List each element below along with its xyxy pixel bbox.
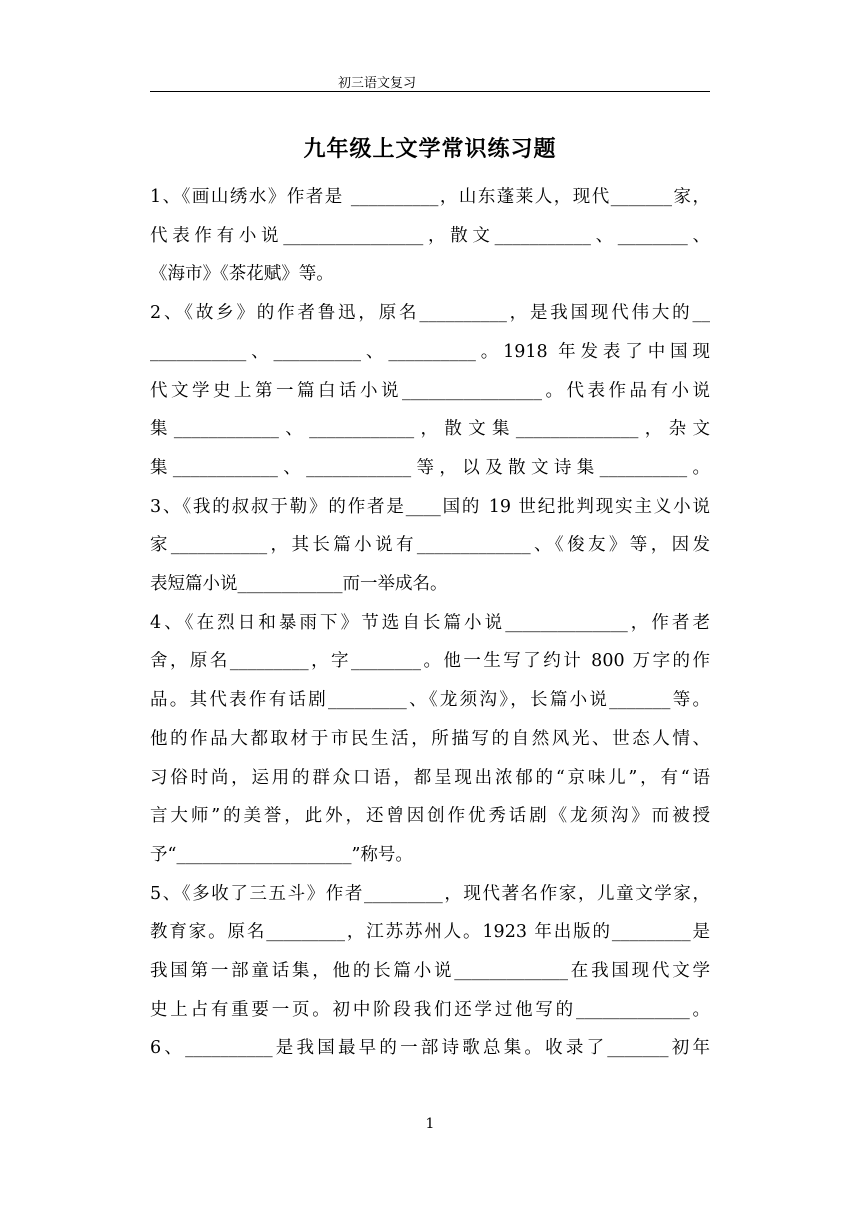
header-divider xyxy=(150,91,710,92)
body-line: 3、《我的叔叔于勒》的作者是____国的 19 世纪批判现实主义小说 xyxy=(150,496,710,517)
body-line: 习俗时尚，运用的群众口语，都呈现出浓郁的“京味儿”，有“语 xyxy=(150,767,710,788)
body-line: 1、《画山绣水》作者是 __________，山东蓬莱人，现代_______家， xyxy=(150,187,710,207)
body-line: 史上占有重要一页。初中阶段我们还学过他写的_____________。 xyxy=(150,999,710,1020)
body-line: 舍，原名_________，字________。他一生写了约计 800 万字的作 xyxy=(150,651,710,672)
body-line: 我国第一部童话集，他的长篇小说_____________在我国现代文学 xyxy=(150,961,710,981)
body-line: 6、__________是我国最早的一部诗歌总集。收录了_______初年 xyxy=(150,1038,710,1059)
body-line: ___________、__________、__________。1918 年发表了中国现 xyxy=(150,341,710,362)
body-line: 代表作有小说________________，散文___________、________、 xyxy=(150,225,710,246)
document-title: 九年级上文学常识练习题 xyxy=(303,137,557,162)
body-line: 集____________、____________，散文集______________，杂文 xyxy=(150,419,710,440)
body-line: 家___________，其长篇小说有_____________、《俊友》等，因发 xyxy=(150,535,710,556)
body-line: 4、《在烈日和暴雨下》节选自长篇小说______________，作者老 xyxy=(150,612,710,633)
body-line: 代文学史上第一篇白话小说________________。代表作品有小说 xyxy=(150,380,710,401)
body-line: 5、《多收了三五斗》作者_________，现代著名作家，儿童文学家， xyxy=(150,883,710,904)
running-header: 初三语文复习 xyxy=(338,76,417,91)
body-line: 教育家。原名_________，江苏苏州人。1923 年出版的_________是 xyxy=(150,922,710,943)
body-line: 他的作品大都取材于市民生活，所描写的自然风光、世态人情、 xyxy=(150,728,710,749)
body-line: 品。其代表作有话剧_________、《龙须沟》，长篇小说_______等。 xyxy=(150,690,710,711)
body-line: 言大师”的美誉，此外，还曾因创作优秀话剧《龙须沟》而被授 xyxy=(150,806,710,827)
body-line: 《海市》《茶花赋》等。 xyxy=(150,264,334,285)
body-line: 2、《故乡》的作者鲁迅，原名__________，是我国现代伟大的__ xyxy=(150,303,710,324)
body-line: 集____________、____________等，以及散文诗集__________。 xyxy=(150,457,710,478)
body-line: 予“____________________”称号。 xyxy=(150,844,413,865)
page-number: 1 xyxy=(425,1116,435,1132)
body-line: 表短篇小说____________而一举成名。 xyxy=(150,574,448,594)
